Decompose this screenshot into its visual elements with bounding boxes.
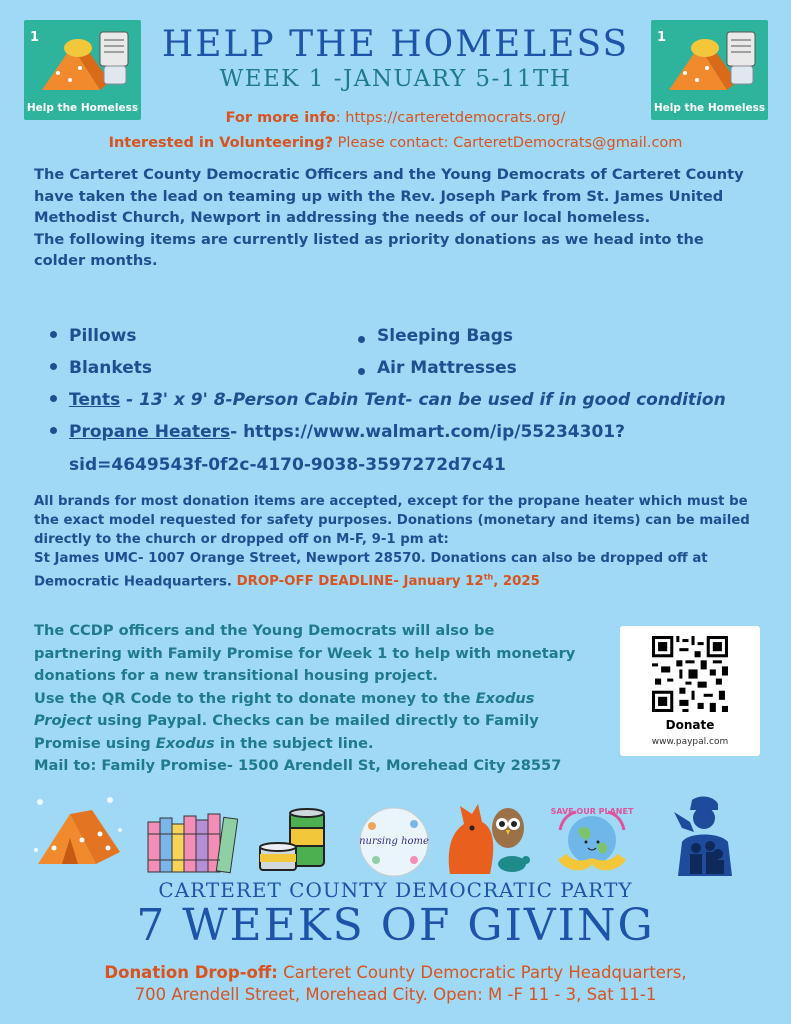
item-label: Pillows <box>69 326 137 346</box>
tent-icon <box>30 790 128 882</box>
qr-code-icon <box>652 636 728 712</box>
drop-off-location: Carteret County Democratic Party Headquarters, <box>277 963 687 982</box>
org-name: CARTERET COUNTY DEMOCRATIC PARTY <box>158 878 633 902</box>
badge-number: 1 <box>30 30 40 45</box>
qr-url: www.paypal.com <box>651 737 729 747</box>
fp-line: Project using Paypal. Checks can be mailed directly to Family <box>34 712 539 729</box>
family-promise-section <box>34 620 604 778</box>
more-info-line <box>0 110 791 126</box>
page-subtitle: WEEK 1 -JANUARY 5-11TH <box>219 66 572 92</box>
volunteer-line <box>0 135 791 151</box>
badge-number: 1 <box>657 30 667 45</box>
fp-line: Promise using Exodus in the subject line. <box>34 734 374 752</box>
badge-label: Help the Homeless <box>26 102 139 114</box>
intro-text: The Carteret County Democratic Officers and the Young Democrats of Carteret County have taken the lead on teaming up with the Rev. Joseph Park from St. James United Methodist Church, Newport in addressing the needs of our local homeless. <box>34 166 744 226</box>
volunteer-label: Interested in Volunteering? <box>108 135 334 151</box>
item-sleeping-bags <box>358 326 513 346</box>
badge-label: Help the Homeless <box>653 102 766 114</box>
item-propane-heaters <box>50 422 625 442</box>
priority-text: The following items are currently listed as priority donations as we head into the colder months. <box>34 230 704 269</box>
fp-line: donations for a new transitional housing project. <box>34 667 438 684</box>
paypal-qr-code[interactable] <box>620 626 760 756</box>
donation-note-text: All brands for most donation items are accepted, except for the propane heater which must be the exact model requested for safety purposes. Donations (monetary and items) can be mailed directly to the church or dropped off on M-F, 9-1 pm at: <box>34 494 750 547</box>
heater-link-continued[interactable]: sid=4649543f-0f2c-4170-9038-3597272d7c41 <box>69 455 506 475</box>
intro-paragraph <box>34 164 759 272</box>
pets-icon <box>440 798 532 878</box>
drop-off-label: Donation Drop-off: <box>104 963 278 982</box>
fp-line: Use the QR Code to the right to donate money to the Exodus <box>34 689 535 707</box>
veterans-icon <box>660 792 746 878</box>
item-label: Blankets <box>69 358 152 378</box>
page-title: HELP THE HOMELESS <box>161 24 630 65</box>
fp-line: partnering with Family Promise for Week 1 to help with monetary <box>34 644 576 662</box>
church-address: St James UMC- 1007 Orange Street, Newport 28570. Donations can also be dropped off at Democratic Headquarters. <box>34 551 708 590</box>
more-info-link[interactable]: : https://carteretdemocrats.org/ <box>335 110 566 126</box>
cans-icon <box>256 806 336 876</box>
nursing-home-text: nursing home <box>359 836 429 847</box>
item-label: Propane Heaters <box>69 422 231 442</box>
nursing-home-icon <box>358 806 430 878</box>
fp-mail-to: Mail to: Family Promise- 1500 Arendell St, Morehead City 28557 <box>34 757 562 774</box>
qr-donate-label: Donate <box>665 718 715 732</box>
item-pillows <box>50 326 136 346</box>
heater-link[interactable]: - https://www.walmart.com/ip/55234301? <box>230 422 625 442</box>
drop-off-hours: 700 Arendell Street, Morehead City. Open: M -F 11 - 3, Sat 11-1 <box>134 985 657 1004</box>
drop-off-info <box>0 962 791 1006</box>
books-icon <box>146 812 238 874</box>
drop-off-deadline: DROP-OFF DEADLINE- January 12th, 2025 <box>231 573 540 590</box>
item-tents <box>50 390 726 410</box>
item-label: Tents <box>69 390 121 410</box>
fp-line: The CCDP officers and the Young Democrats will also be <box>34 622 495 639</box>
save-our-planet-text: SAVE OUR PLANET <box>550 807 634 816</box>
item-blankets <box>50 358 152 378</box>
more-info-label: For more info <box>225 110 336 126</box>
item-air-mattresses <box>358 358 517 378</box>
campaign-title: 7 WEEKS OF GIVING <box>136 900 655 951</box>
item-label: Sleeping Bags <box>377 326 514 346</box>
item-detail: - 13' x 9' 8-Person Cabin Tent- can be used if in good condition <box>120 390 726 410</box>
volunteer-contact[interactable]: Please contact: CarteretDemocrats@gmail.com <box>333 135 683 151</box>
item-label: Air Mattresses <box>377 358 517 378</box>
donation-note <box>34 492 764 591</box>
save-our-planet-icon <box>548 800 636 880</box>
